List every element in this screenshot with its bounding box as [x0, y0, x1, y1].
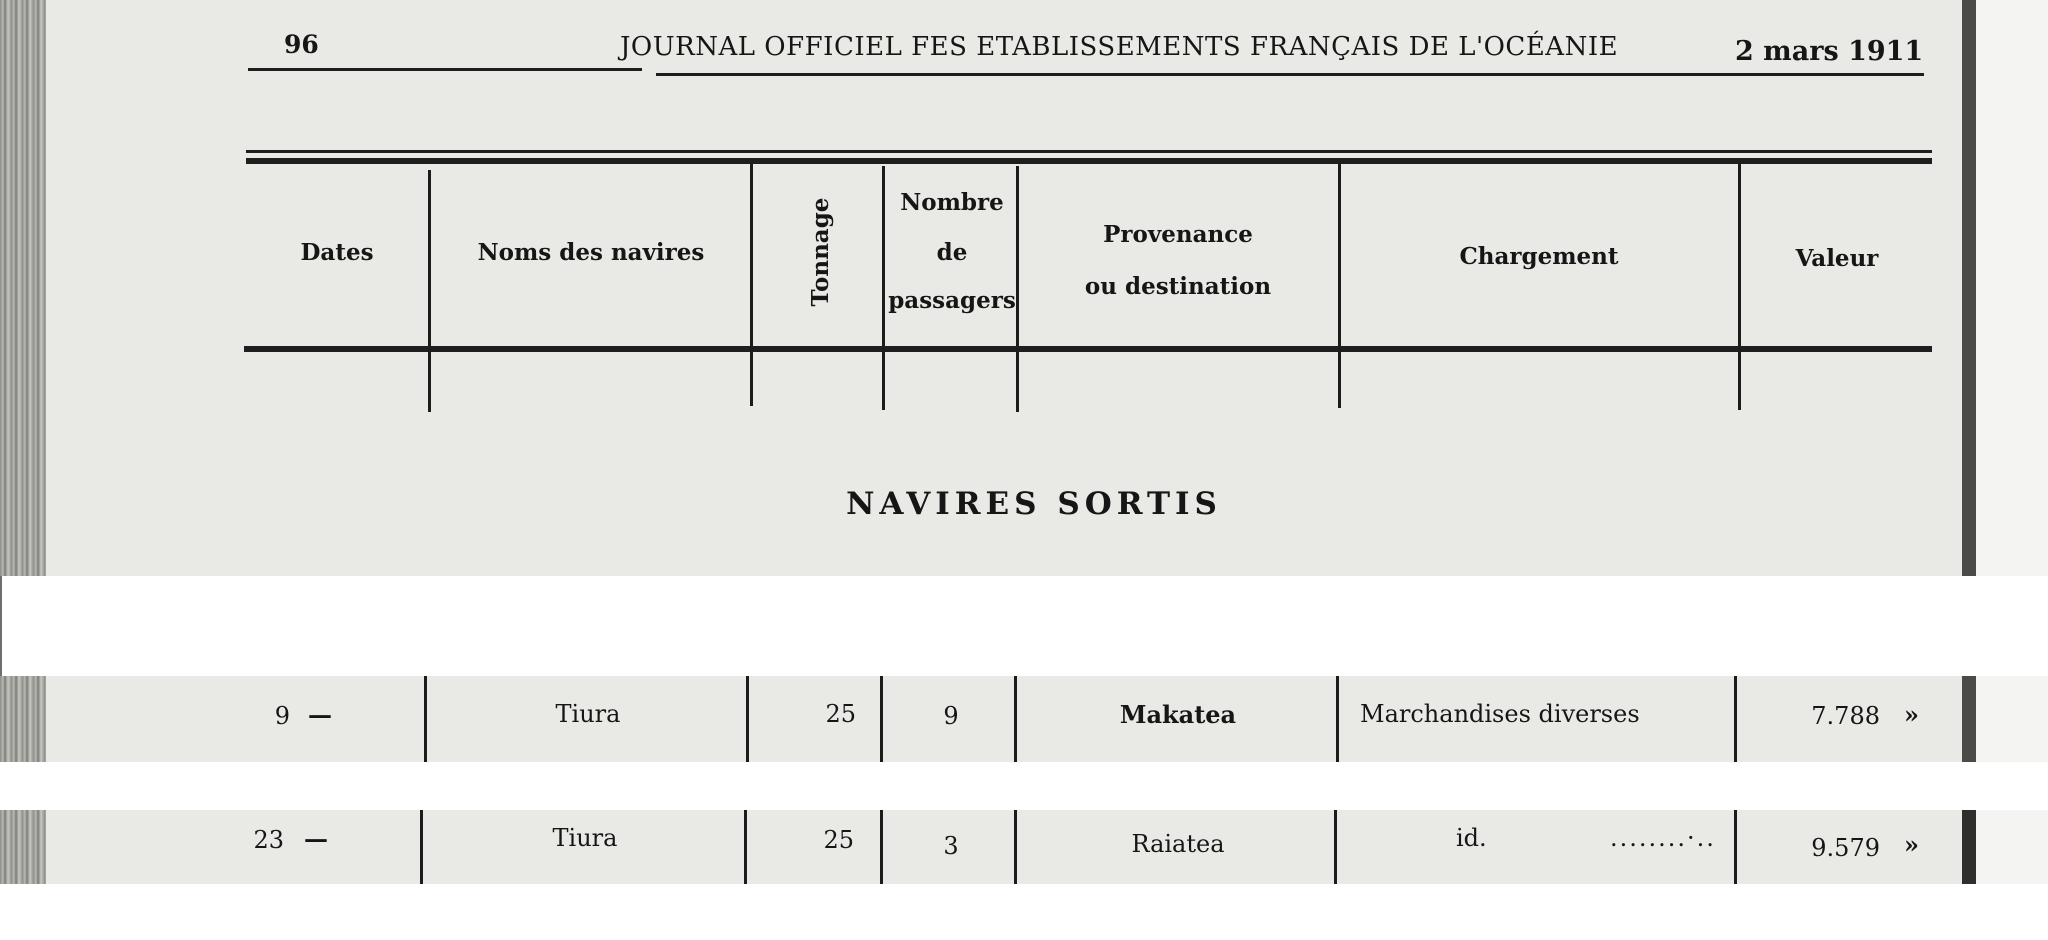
column-header-origin-line2: ou destination [1084, 273, 1272, 300]
row-vessel: Tiura [555, 700, 621, 728]
row-value-mark: » [1904, 700, 1919, 729]
row-origin: Makatea [1119, 700, 1237, 729]
column-header-passengers-line1: Nombre [900, 189, 1004, 216]
table-row [0, 676, 2048, 762]
column-separator [1738, 164, 1741, 410]
column-header-value: Valeur [1795, 245, 1879, 272]
table-top-rule [246, 150, 1932, 153]
column-separator [750, 164, 753, 406]
row-cargo-leader: ........·.. [1610, 824, 1716, 852]
section-title: NAVIRES SORTIS [846, 486, 1222, 522]
row-tonnage: 25 [823, 826, 854, 854]
row-date: 23 [253, 826, 284, 854]
blank-band [0, 762, 2048, 810]
column-separator [882, 166, 885, 410]
column-header-vessel-names: Noms des navires [477, 239, 705, 266]
row-passengers: 3 [943, 832, 959, 860]
row-cargo: Marchandises diverses [1360, 700, 1640, 728]
row-value-mark: » [1904, 830, 1919, 859]
column-header-tonnage: Tonnage [807, 197, 834, 307]
row-date-dash: — [304, 824, 328, 853]
blank-band [0, 576, 2048, 676]
row-vessel: Tiura [552, 824, 618, 852]
column-header-dates: Dates [300, 239, 374, 266]
row-origin: Raiatea [1131, 830, 1225, 858]
header-rule-right [656, 73, 1924, 76]
column-separator [428, 170, 431, 412]
row-value: 7.788 [1811, 702, 1880, 730]
table-row [0, 810, 2048, 884]
row-date-dash: — [308, 700, 332, 729]
band-edge [0, 576, 2, 676]
blank-band [0, 884, 2048, 940]
column-header-origin-line1: Provenance [1103, 221, 1253, 248]
row-value: 9.579 [1811, 834, 1880, 862]
column-separator [1338, 164, 1341, 408]
header-rule-left [248, 68, 642, 71]
header-date: 2 mars 1911 [1735, 36, 1924, 67]
row-cargo: id. [1456, 824, 1487, 852]
column-header-passengers-line2: de [936, 239, 968, 266]
column-header-cargo: Chargement [1459, 243, 1619, 270]
row-date: 9 [274, 702, 290, 730]
row-passengers: 9 [943, 702, 959, 730]
column-separator [1016, 166, 1019, 412]
table-top-rule-thick [246, 158, 1932, 164]
table-header-rule [244, 346, 1932, 352]
journal-title: JOURNAL OFFICIEL FES ETABLISSEMENTS FRANÇAIS DE L'OCÉANIE [620, 32, 1619, 62]
page-number: 96 [284, 30, 319, 59]
column-header-passengers-line3: passagers [888, 287, 1016, 314]
row-tonnage: 25 [825, 700, 856, 728]
